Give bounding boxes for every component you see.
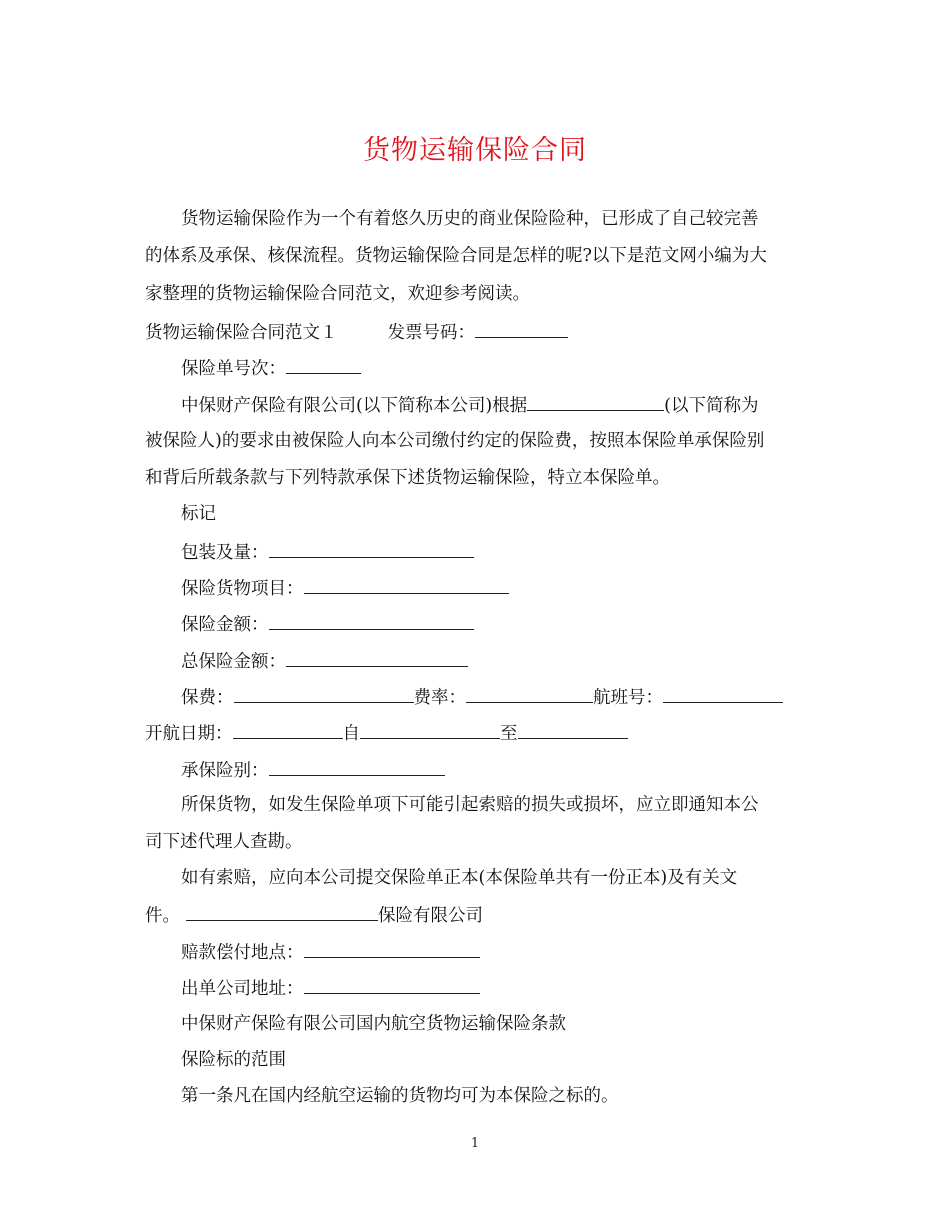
premium-row [181,684,783,710]
insured-name-blank [527,392,664,411]
from-label: 自 [342,724,360,744]
issuer-addr-label: 出单公司地址： [181,979,304,999]
clause-title: 中保财产保险有限公司国内航空货物运输保险条款 [181,1014,566,1034]
coverage-label: 承保险别： [181,761,269,781]
total-amount-blank [286,648,468,667]
goods-row [181,575,509,601]
rate-label: 费率： [413,688,466,708]
packing-label: 包装及量： [181,543,269,563]
total-amount-label: 总保险金额： [181,652,286,672]
coverage-row [181,757,445,783]
amount-label: 保险金额： [181,615,269,635]
intro-line-3: 家整理的货物运输保险合同范文，欢迎参考阅读。 [145,284,530,304]
contract-line-1 [181,392,758,418]
loss-line-2: 司下述代理人查勘。 [145,832,303,852]
claim-place-blank [304,939,480,958]
contract-line-2: 被保险人)的要求由被保险人向本公司缴付约定的保险费，按照本保险单承保险别 [145,431,765,451]
issuer-addr-blank [304,975,480,994]
goods-blank [304,575,509,594]
scope-title: 保险标的范围 [181,1050,286,1070]
sail-date-label: 开航日期： [145,724,233,744]
intro-line-2: 的体系及承保、核保流程。货物运输保险合同是怎样的呢?以下是范文网小编为大 [145,246,767,266]
claim-place-row [181,939,480,965]
claim-place-label: 赔款偿付地点： [181,943,304,963]
invoice-blank [475,319,568,338]
insurer-name-blank [186,902,378,921]
amount-blank [269,611,474,630]
rate-blank [466,684,593,703]
premium-label: 保费： [181,688,234,708]
to-blank [518,720,628,739]
amount-row [181,611,474,637]
contract-text-b: (以下简称为 [664,396,759,416]
coverage-blank [269,757,445,776]
loss-line-1: 所保货物，如发生保险单项下可能引起索赔的损失或损坏，应立即通知本公 [181,795,759,815]
to-label: 至 [500,724,518,744]
sample-heading-row [145,319,568,345]
invoice-label: 发票号码： [387,323,475,343]
packing-blank [269,539,474,558]
claim-line-1: 如有索赔，应向本公司提交保险单正本(本保险单共有一份正本)及有关文 [181,868,738,888]
sample-title: 货物运输保险合同范文１ [145,323,338,343]
issuer-addr-row [181,975,480,1001]
document-title: 货物运输保险合同 [363,135,587,166]
mark-label: 标记 [181,504,216,524]
article-1: 第一条凡在国内经航空运输的货物均可为本保险之标的。 [181,1086,619,1106]
contract-text-a: 中保财产保险有限公司(以下简称本公司)根据 [181,396,528,416]
claim-line-2 [145,902,483,928]
contract-line-3: 和背后所载条款与下列特款承保下述货物运输保险，特立本保险单。 [145,468,670,488]
claim-text-b: 保险有限公司 [378,906,483,926]
flight-blank [663,684,783,703]
sail-date-row [145,720,628,746]
claim-text-a: 件。 [145,906,180,926]
goods-label: 保险货物项目： [181,579,304,599]
total-amount-row [181,648,468,674]
intro-line-1: 货物运输保险作为一个有着悠久历史的商业保险险种，已形成了自己较完善 [181,209,759,229]
from-blank [360,720,500,739]
premium-blank [234,684,414,703]
policy-no-row [181,355,361,381]
packing-row [181,539,474,565]
policy-no-blank [286,355,361,374]
flight-label: 航班号： [593,688,663,708]
sail-date-blank [233,720,343,739]
policy-no-label: 保险单号次： [181,359,286,379]
page-number: 1 [470,1136,480,1151]
